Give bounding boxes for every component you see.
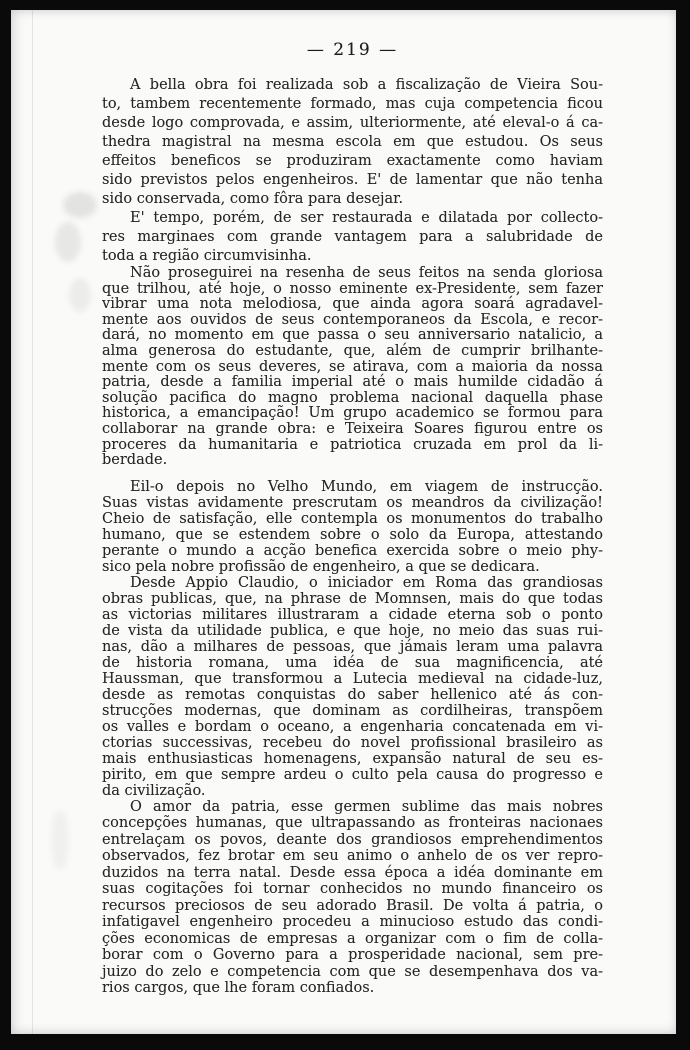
text-line: historica, a emancipação! Um grupo academico se formou para	[102, 405, 603, 422]
text-line: solução pacifica do magno problema nacional daquella phase	[102, 389, 603, 406]
text-line: vibrar uma nota melodiosa, que ainda agora soará agradavel-	[102, 296, 603, 313]
text-line: mais enthusiasticas homenagens, expansão natural de seu es-	[102, 750, 603, 767]
paragraph	[102, 266, 603, 469]
text-line: A bella obra foi realizada sob a fiscalização de Vieira Sou-	[130, 77, 603, 93]
text-line: concepções humanas, que ultrapassando as fronteiras nacionaes	[102, 815, 603, 832]
text-line: infatigavel engenheiro procedeu a minucioso estudo das condi-	[102, 914, 603, 931]
text-line: strucções modernas, que dominam as cordilheiras, transpõem	[102, 702, 603, 719]
text-line: E' tempo, porém, de ser restaurada e dilatada por collecto-	[130, 210, 603, 226]
document-page	[11, 10, 676, 1034]
text-line: Eil-o depois no Velho Mundo, em viagem de instrucção.	[130, 478, 603, 495]
text-line: de vista da utilidade publica, e que hoje, no meio das suas rui-	[102, 622, 603, 639]
text-line: sido conservada, como fôra para desejar.	[102, 191, 404, 207]
text-line: recursos preciosos de seu adorado Brasil. De volta á patria, o	[102, 897, 603, 914]
text-line: Desde Appio Claudio, o iniciador em Roma das grandiosas	[130, 574, 603, 591]
page-body	[102, 76, 603, 997]
text-line: collaborar na grande obra: e Teixeira Soares figurou entre os	[102, 420, 603, 437]
page-edge-shadow	[32, 10, 33, 1034]
text-line: rios cargos, que lhe foram confiados.	[102, 980, 375, 997]
text-line: Haussman, que transformou a Lutecia medieval na cidade-luz,	[102, 670, 603, 687]
scan-smudge	[55, 222, 81, 262]
scan-smudge	[69, 278, 91, 312]
text-line: desde as remotas conquistas do saber hellenico até ás con-	[102, 686, 603, 703]
paragraph	[102, 479, 603, 575]
text-line: suas cogitações foi tornar conhecidos no mundo financeiro os	[102, 881, 603, 898]
paragraph	[102, 799, 603, 997]
text-line: pirito, em que sempre ardeu o culto pela causa do progresso e	[102, 766, 603, 783]
scan-smudge	[63, 192, 97, 218]
text-line: res marginaes com grande vantagem para a salubridade de	[102, 229, 603, 245]
text-line: dará, no momento em que passa o seu anniversario natalicio, a	[102, 327, 603, 344]
text-line: sido previstos pelos engenheiros. E' de lamentar que não tenha	[102, 172, 603, 188]
text-line: desde logo comprovada, e assim, ulteriormente, até eleval-o á ca-	[102, 115, 603, 131]
text-line: observados, fez brotar em seu animo o anhelo de os ver repro-	[102, 848, 603, 865]
text-line: juizo do zelo e competencia com que se desempenhava dos va-	[102, 963, 603, 980]
text-line: os valles e bordam o oceano, a engenharia concatenada em vi-	[102, 718, 603, 735]
text-line: de historia romana, uma idéa de sua magnificencia, até	[102, 654, 603, 671]
text-line: berdade.	[102, 452, 168, 469]
paragraph	[102, 209, 603, 266]
text-line: humano, que se estendem sobre o solo da Europa, attestando	[102, 526, 603, 543]
text-line: entrelaçam os povos, deante dos grandiosos emprehendimentos	[102, 831, 603, 848]
text-line: nas, dão a milhares de pessoas, que jámais leram uma palavra	[102, 638, 603, 655]
text-line: ctorias successivas, recebeu do novel profissional brasileiro as	[102, 734, 603, 751]
text-line: thedra magistral na mesma escola em que estudou. Os seus	[102, 134, 603, 150]
text-line: sico pela nobre profissão de engenheiro, a que se dedicara.	[102, 558, 540, 575]
text-line: as victorias militares illustraram a cidade eterna sob o ponto	[102, 606, 603, 623]
text-line: patria, desde a familia imperial até o mais humilde cidadão á	[102, 374, 603, 391]
text-line: mente aos ouvidos de seus contemporaneos da Escola, e recor-	[102, 311, 603, 328]
text-line: Suas vistas avidamente prescrutam os meandros da civilização!	[102, 494, 603, 511]
text-line: Não proseguirei na resenha de seus feitos na senda gloriosa	[130, 265, 603, 281]
text-line: que trilhou, até hoje, o nosso eminente ex-Presidente, sem fazer	[102, 280, 603, 297]
text-line: duzidos na terra natal. Desde essa época a idéa dominante em	[102, 864, 603, 881]
text-line: mente com os seus deveres, se atirava, com a maioria da nossa	[102, 358, 603, 375]
text-line: effeitos beneficos se produziram exactamente como haviam	[102, 153, 603, 169]
text-line: O amor da patria, esse germen sublime das mais nobres	[130, 798, 603, 815]
text-line: alma generosa do estudante, que, além de cumprir brilhante-	[102, 342, 603, 359]
text-line: borar com o Governo para a prosperidade nacional, sem pre-	[102, 947, 603, 964]
paragraph	[102, 76, 603, 209]
text-line: proceres da humanitaria e patriotica cruzada em prol da li-	[102, 436, 603, 453]
text-line: toda a região circumvisinha.	[102, 248, 312, 264]
page-number: — 219 —	[306, 40, 399, 60]
paragraph	[102, 575, 603, 799]
scan-smudge	[51, 810, 69, 870]
text-line: ções economicas de empresas a organizar com o fim de colla-	[102, 930, 603, 947]
text-line: Cheio de satisfação, elle contempla os monumentos do trabalho	[102, 510, 603, 527]
text-line: obras publicas, que, na phrase de Momnsen, mais do que todas	[102, 590, 603, 607]
text-line: perante o mundo a acção benefica exercida sobre o meio phy-	[102, 542, 603, 559]
text-line: to, tambem recentemente formado, mas cuja competencia ficou	[102, 96, 603, 112]
text-line: da civilização.	[102, 782, 206, 799]
